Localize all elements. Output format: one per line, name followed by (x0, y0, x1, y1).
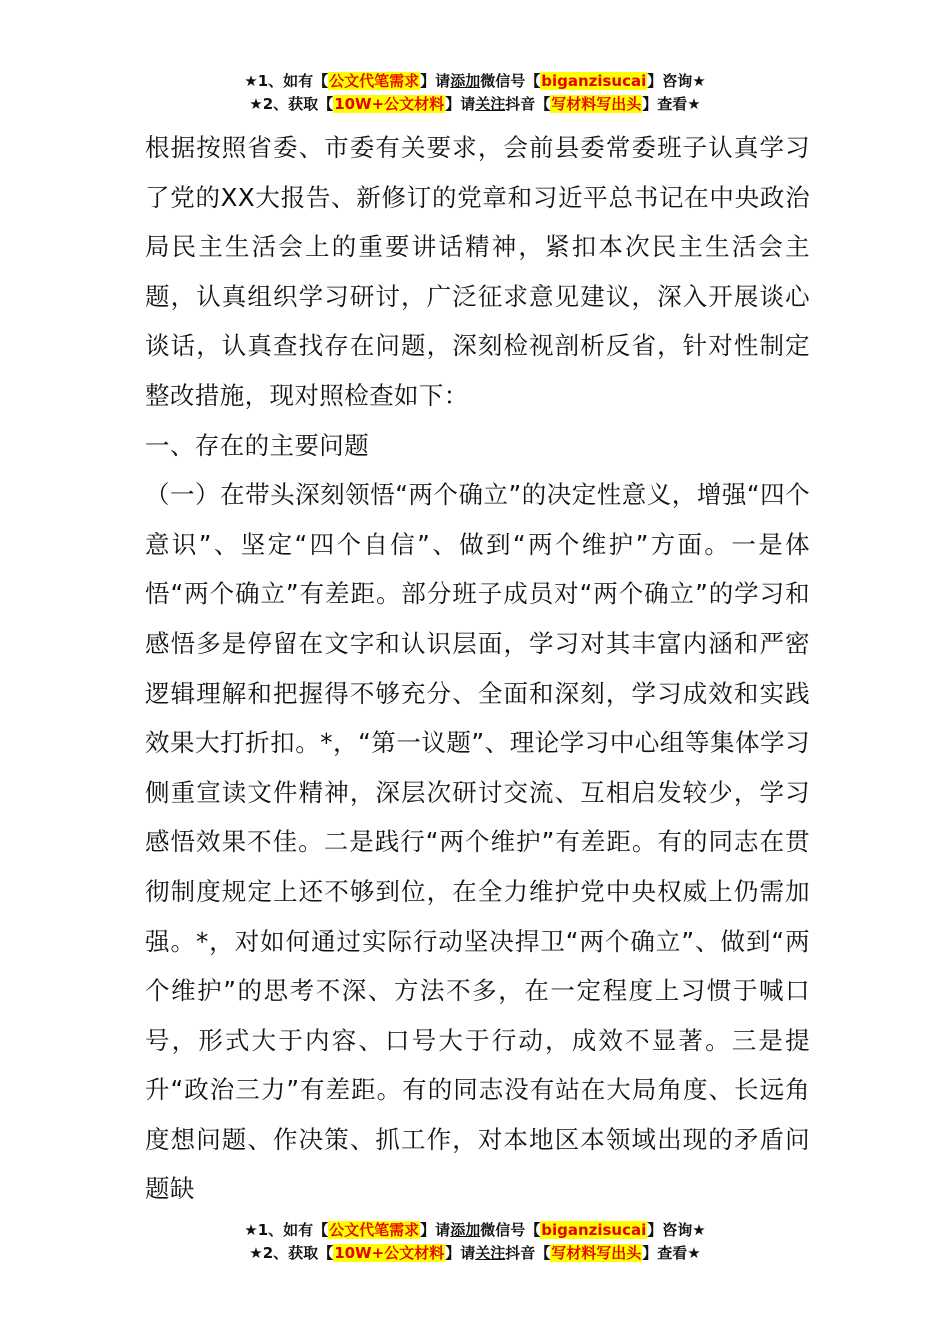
promo-highlight: 公文代笔需求 (329, 72, 420, 90)
promo-text: 】请 (445, 95, 476, 113)
promo-highlight-douyin-id: 写材料写出头 (551, 1244, 642, 1262)
promo-text: 1、如有【 (257, 72, 329, 90)
promo-text: 2、获取【 (262, 1244, 334, 1262)
section-heading: 一、存在的主要问题 (145, 430, 370, 460)
promo-underlined-text: 关注 (475, 95, 506, 113)
promo-text: 1、如有【 (257, 1221, 329, 1239)
promo-highlight: 10W+公文材料 (334, 95, 445, 113)
document-body (145, 123, 810, 1214)
promo-text: 】请 (445, 1244, 476, 1262)
promo-text: 抖音【 (505, 1244, 551, 1262)
star-icon: ★ (249, 1244, 263, 1262)
promo-line-1 (0, 1219, 950, 1242)
star-icon: ★ (249, 95, 263, 113)
promo-underlined-text: 添加 (450, 72, 481, 90)
promo-text: 2、获取【 (262, 95, 334, 113)
promo-underlined-text: 添加 (450, 1221, 481, 1239)
promo-text: 微信号【 (480, 72, 541, 90)
promo-text: 抖音【 (505, 95, 551, 113)
promo-text: 】查看★ (642, 95, 701, 113)
promo-text: 】请 (420, 72, 451, 90)
promo-highlight-wechat-id: biganzisucai (541, 72, 647, 90)
promo-text: 】请 (420, 1221, 451, 1239)
promo-highlight-wechat-id: biganzisucai (541, 1221, 647, 1239)
promo-line-2 (0, 93, 950, 116)
star-icon: ★ (244, 1221, 258, 1239)
star-icon: ★ (244, 72, 258, 90)
bottom-promo-banner (0, 1219, 950, 1265)
promo-line-2 (0, 1242, 950, 1265)
promo-text: 】查看★ (642, 1244, 701, 1262)
promo-line-1 (0, 70, 950, 93)
top-promo-banner (0, 70, 950, 116)
promo-text: 】咨询★ (647, 1221, 706, 1239)
promo-highlight-douyin-id: 写材料写出头 (551, 95, 642, 113)
promo-highlight: 公文代笔需求 (329, 1221, 420, 1239)
promo-text: 】咨询★ (647, 72, 706, 90)
intro-paragraph: 根据按照省委、市委有关要求，会前县委常委班子认真学习了党的XX大报告、新修订的党章和习近平总书记在中央政治局民主生活会上的重要讲话精神，紧扣本次民主生活会主题，认真组织学习研讨，广泛征求意见建议，深入开展谈心谈话，认真查找存在问题，深刻检视剖析反省，针对性制定整改措施，现对照检查如下： (145, 133, 810, 410)
subsection-paragraph: （一）在带头深刻领悟“两个确立”的决定性意义，增强“四个意识”、坚定“四个自信”、做到“两个维护”方面。一是体悟“两个确立”有差距。部分班子成员对“两个确立”的学习和感悟多是停留在文字和认识层面，学习对其丰富内涵和严密逻辑理解和把握得不够充分、全面和深刻，学习成效和实践效果大打折扣。*，“第一议题”、理论学习中心组等集体学习侧重宣读文件精神，深层次研讨交流、互相启发较少，学习感悟效果不佳。二是践行“两个维护”有差距。有的同志在贯彻制度规定上还不够到位，在全力维护党中央权威上仍需加强。*，对如何通过实际行动坚决捍卫“两个确立”、做到“两个维护”的思考不深、方法不多，在一定程度上习惯于喊口号，形式大于内容、口号大于行动，成效不显著。三是提升“政治三力”有差距。有的同志没有站在大局角度、长远角度想问题、作决策、抓工作，对本地区本领域出现的矛盾问题缺 (145, 480, 810, 1204)
promo-underlined-text: 关注 (475, 1244, 506, 1262)
promo-text: 微信号【 (480, 1221, 541, 1239)
promo-highlight: 10W+公文材料 (334, 1244, 445, 1262)
